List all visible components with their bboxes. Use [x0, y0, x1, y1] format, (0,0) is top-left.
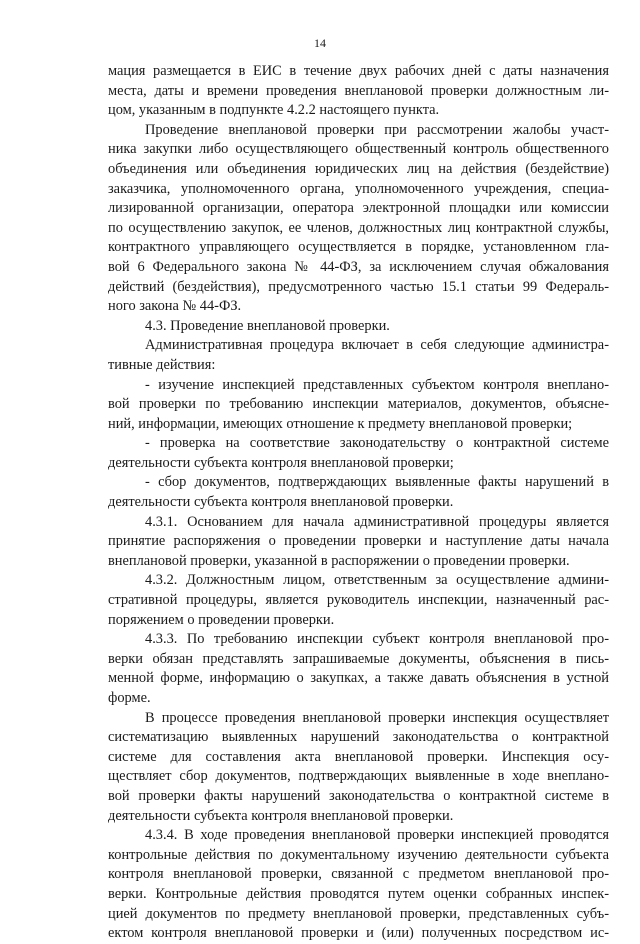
- text-line: объединения или объединения юридических лиц на действия (бездействие): [108, 160, 609, 177]
- text-line: по осуществлению закупок, ее членов, должностных лиц контрактной службы,: [108, 219, 609, 236]
- text-line: верки обязан представлять запрашиваемые документы, объяснения в пись-: [108, 650, 609, 667]
- text-line: контрактного управляющего осуществляется в порядке, установленном гла-: [108, 239, 609, 256]
- text-line: ний, информации, имеющих отношение к предмету внеплановой проверки;: [108, 415, 573, 432]
- text-line: 4.3. Проведение внеплановой проверки.: [145, 317, 390, 334]
- text-line: систематизацию выявленных нарушений законодательства о контрактной: [108, 729, 609, 746]
- text-line: 4.3.2. Должностным лицом, ответственным за осуществление админи-: [145, 572, 609, 589]
- text-line: поряжением о проведении проверки.: [108, 611, 335, 628]
- text-line: тивные действия:: [108, 356, 216, 373]
- text-line: деятельности субъекта контроля внеплановой проверки.: [108, 807, 454, 824]
- text-line: форме.: [108, 690, 151, 706]
- text-line: ного закона № 44-ФЗ.: [108, 298, 242, 315]
- text-line: ектом контроля внеплановой проверки и (или) полученных посредством ис-: [108, 925, 609, 942]
- text-line: цией документов по предмету внеплановой проверки, представленных субъ-: [108, 905, 609, 922]
- text-line: менной форме, информацию о закупках, а также давать объяснения в устной: [108, 670, 609, 687]
- text-line: ника закупки либо осуществляющего общественный контроль общественного: [108, 141, 609, 158]
- text-line: системе для составления акта внеплановой проверки. Инспекция осу-: [108, 748, 609, 765]
- text-line: - сбор документов, подтверждающих выявленные факты нарушений в: [145, 474, 609, 491]
- text-line: действий (бездействия), предусмотренного частью 15.1 статьи 99 Федераль-: [108, 278, 609, 295]
- text-line: мация размещается в ЕИС в течение двух рабочих дней с даты назначения: [108, 63, 609, 79]
- text-line: Административная процедура включает в себя следующие администра-: [145, 337, 609, 354]
- document-body: [108, 62, 609, 944]
- text-line: цом, указанным в подпункте 4.2.2 настоящего пункта.: [108, 102, 440, 119]
- text-line: - проверка на соответствие законодательству о контрактной системе: [145, 435, 609, 452]
- text-line: деятельности субъекта контроля внеплановой проверки;: [108, 454, 454, 471]
- text-line: ществляет сбор документов, подтверждающих выявленные в ходе внеплано-: [108, 768, 609, 785]
- text-line: вой проверки факты нарушений законодательства о контрактной системе в: [108, 787, 609, 804]
- text-line: принятие распоряжения о проведении проверки и наступление даты начала: [108, 533, 609, 550]
- text-line: внеплановой проверки, указанной в распоряжении о проведении проверки.: [108, 552, 570, 569]
- text-line: заказчика, уполномоченного органа, уполномоченного учреждения, специа-: [108, 180, 609, 197]
- text-line: лизированной организации, оператора электронной площадки или комиссии: [108, 200, 609, 217]
- text-line: деятельности субъекта контроля внеплановой проверки.: [108, 494, 454, 511]
- text-line: верки. Контрольные действия проводятся путем оценки собранных инспек-: [108, 885, 609, 902]
- page-number: 14: [314, 36, 326, 50]
- text-line: стративной процедуры, является руководитель инспекции, назначенный рас-: [108, 592, 609, 609]
- text-line: места, даты и времени проведения внеплановой проверки должностным ли-: [108, 82, 609, 99]
- text-line: 4.3.3. По требованию инспекции субъект контроля внеплановой про-: [145, 631, 609, 648]
- text-line: 4.3.4. В ходе проведения внеплановой проверки инспекцией проводятся: [145, 827, 609, 844]
- text-line: вой 6 Федерального закона № 44-ФЗ, за исключением случая обжалования: [108, 258, 609, 275]
- text-line: 4.3.1. Основанием для начала административной процедуры является: [145, 513, 609, 530]
- text-line: вой проверки по требованию инспекции материалов, документов, объясне-: [108, 396, 609, 413]
- text-line: - изучение инспекцией представленных субъектом контроля внеплано-: [145, 376, 609, 393]
- text-line: контроля внеплановой проверки, связанной с предметом внеплановой про-: [108, 866, 609, 883]
- text-line: Проведение внеплановой проверки при рассмотрении жалобы участ-: [145, 121, 609, 138]
- text-line: контрольные действия по документальному изучению деятельности субъекта: [108, 846, 609, 863]
- text-line: В процессе проведения внеплановой проверки инспекция осуществляет: [145, 709, 609, 726]
